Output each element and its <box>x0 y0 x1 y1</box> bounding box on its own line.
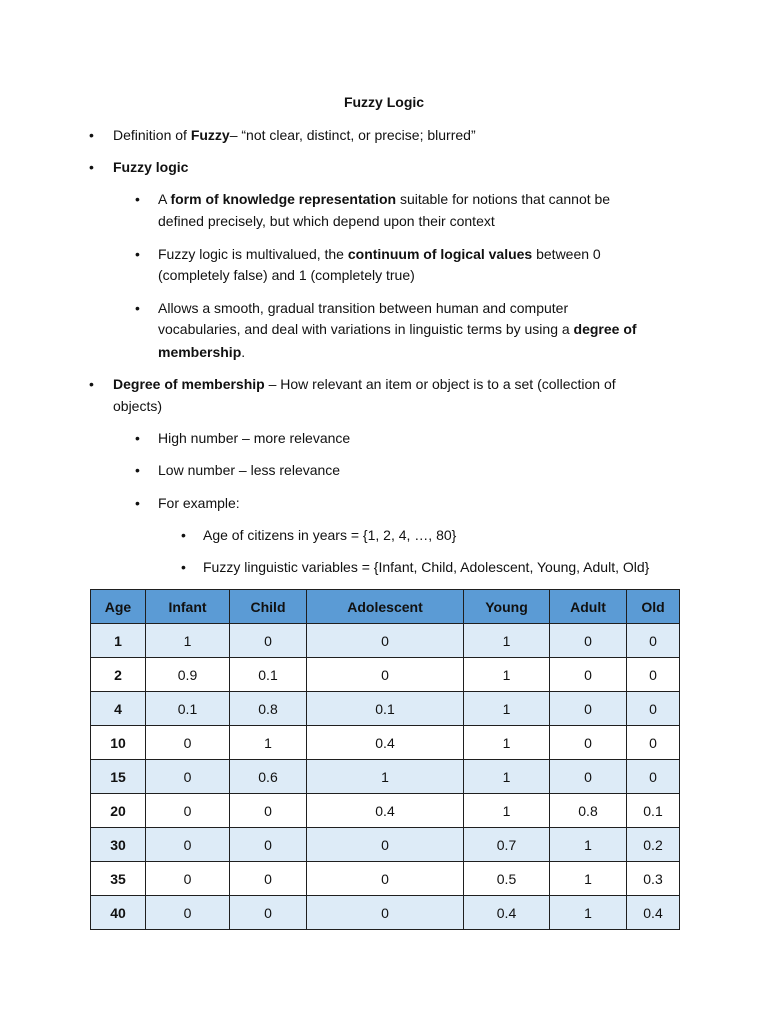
table-row <box>91 896 680 930</box>
fuzzy-logic-heading: Fuzzy logic <box>113 159 189 175</box>
high-number-text: High number – more relevance <box>158 430 351 446</box>
bullet-dot: • <box>181 559 186 575</box>
membership-cell: 0 <box>550 692 627 726</box>
table-row <box>91 624 680 658</box>
membership-cell: 0 <box>146 862 230 896</box>
membership-cell: 0.6 <box>230 760 307 794</box>
transition-line-1: Allows a smooth, gradual transition between human and computer <box>158 300 569 316</box>
membership-cell: 0 <box>550 624 627 658</box>
header-adolescent: Adolescent <box>307 590 464 624</box>
membership-cell: 0 <box>146 896 230 930</box>
bullet-dot: • <box>89 127 94 143</box>
membership-line-2: objects) <box>113 398 163 414</box>
bullet-dot: • <box>89 159 94 175</box>
membership-cell: 0 <box>230 896 307 930</box>
membership-cell: 0 <box>550 726 627 760</box>
bullet-dot: • <box>135 495 140 511</box>
bullet-dot: • <box>89 376 94 392</box>
membership-cell: 0 <box>627 658 680 692</box>
membership-cell: 1 <box>550 862 627 896</box>
table-row <box>91 760 680 794</box>
membership-cell: 0.9 <box>146 658 230 692</box>
page-title: Fuzzy Logic <box>343 94 425 110</box>
table-header-row <box>91 590 680 624</box>
membership-cell: 1 <box>464 624 550 658</box>
membership-cell: 1 <box>464 760 550 794</box>
membership-cell: 0.1 <box>146 692 230 726</box>
membership-cell: 0 <box>627 760 680 794</box>
membership-cell: 1 <box>464 692 550 726</box>
membership-cell: 0 <box>146 828 230 862</box>
bullet-dot: • <box>135 462 140 478</box>
membership-cell: 0 <box>146 794 230 828</box>
header-infant: Infant <box>146 590 230 624</box>
membership-cell: 0 <box>146 726 230 760</box>
membership-cell: 0 <box>627 624 680 658</box>
membership-cell: 0.7 <box>464 828 550 862</box>
age-cell: 20 <box>91 794 146 828</box>
membership-cell: 0 <box>307 896 464 930</box>
multivalued-line-1: Fuzzy logic is multivalued, the continuum of logical values between 0 <box>158 246 601 262</box>
age-set-text: Age of citizens in years = {1, 2, 4, …, 80} <box>203 527 457 543</box>
membership-cell: 0 <box>550 760 627 794</box>
membership-cell: 0 <box>307 828 464 862</box>
age-cell: 15 <box>91 760 146 794</box>
bullet-dot: • <box>135 191 140 207</box>
definition-text: Definition of Fuzzy– “not clear, distinct, or precise; blurred” <box>113 127 476 143</box>
membership-cell: 1 <box>464 794 550 828</box>
multivalued-line-2: (completely false) and 1 (completely true) <box>158 267 415 283</box>
bullet-dot: • <box>135 246 140 262</box>
table-row <box>91 692 680 726</box>
membership-cell: 0 <box>307 862 464 896</box>
low-number-text: Low number – less relevance <box>158 462 341 478</box>
header-old: Old <box>627 590 680 624</box>
age-cell: 1 <box>91 624 146 658</box>
bullet-dot: • <box>135 300 140 316</box>
age-cell: 40 <box>91 896 146 930</box>
membership-cell: 0 <box>307 624 464 658</box>
bullet-dot: • <box>135 430 140 446</box>
age-cell: 35 <box>91 862 146 896</box>
membership-cell: 0 <box>627 692 680 726</box>
membership-cell: 0.8 <box>550 794 627 828</box>
membership-cell: 0.4 <box>627 896 680 930</box>
membership-cell: 0 <box>307 658 464 692</box>
membership-cell: 1 <box>307 760 464 794</box>
membership-cell: 0.8 <box>230 692 307 726</box>
membership-cell: 1 <box>230 726 307 760</box>
knowledge-line-2: defined precisely, but which depend upon their context <box>158 213 495 229</box>
membership-cell: 0 <box>146 760 230 794</box>
membership-cell: 0.5 <box>464 862 550 896</box>
header-adult: Adult <box>550 590 627 624</box>
table-row <box>91 794 680 828</box>
membership-cell: 0.1 <box>627 794 680 828</box>
header-child: Child <box>230 590 307 624</box>
header-young: Young <box>464 590 550 624</box>
age-cell: 10 <box>91 726 146 760</box>
membership-cell: 0 <box>550 658 627 692</box>
age-cell: 2 <box>91 658 146 692</box>
membership-line-1: Degree of membership – How relevant an item or object is to a set (collection of <box>113 376 616 392</box>
membership-cell: 0.3 <box>627 862 680 896</box>
table-row <box>91 726 680 760</box>
membership-cell: 0 <box>230 828 307 862</box>
membership-cell: 0 <box>230 862 307 896</box>
membership-cell: 1 <box>464 726 550 760</box>
membership-cell: 1 <box>146 624 230 658</box>
membership-cell: 0.1 <box>230 658 307 692</box>
table-row <box>91 828 680 862</box>
transition-line-2: vocabularies, and deal with variations in linguistic terms by using a degree of <box>158 321 637 337</box>
age-cell: 30 <box>91 828 146 862</box>
header-age: Age <box>91 590 146 624</box>
membership-table <box>90 589 680 930</box>
membership-cell: 0.1 <box>307 692 464 726</box>
transition-line-3: membership. <box>158 344 246 360</box>
membership-cell: 0 <box>230 624 307 658</box>
membership-cell: 0 <box>627 726 680 760</box>
age-cell: 4 <box>91 692 146 726</box>
bullet-dot: • <box>181 527 186 543</box>
table-row <box>91 658 680 692</box>
table-row <box>91 862 680 896</box>
example-text: For example: <box>158 495 240 511</box>
variables-text: Fuzzy linguistic variables = {Infant, Child, Adolescent, Young, Adult, Old} <box>203 559 650 575</box>
knowledge-line-1: A form of knowledge representation suitable for notions that cannot be <box>158 191 611 207</box>
membership-cell: 0.4 <box>464 896 550 930</box>
membership-cell: 0.4 <box>307 726 464 760</box>
membership-cell: 0 <box>230 794 307 828</box>
membership-cell: 0.2 <box>627 828 680 862</box>
membership-cell: 1 <box>550 828 627 862</box>
membership-cell: 1 <box>464 658 550 692</box>
membership-cell: 1 <box>550 896 627 930</box>
membership-cell: 0.4 <box>307 794 464 828</box>
